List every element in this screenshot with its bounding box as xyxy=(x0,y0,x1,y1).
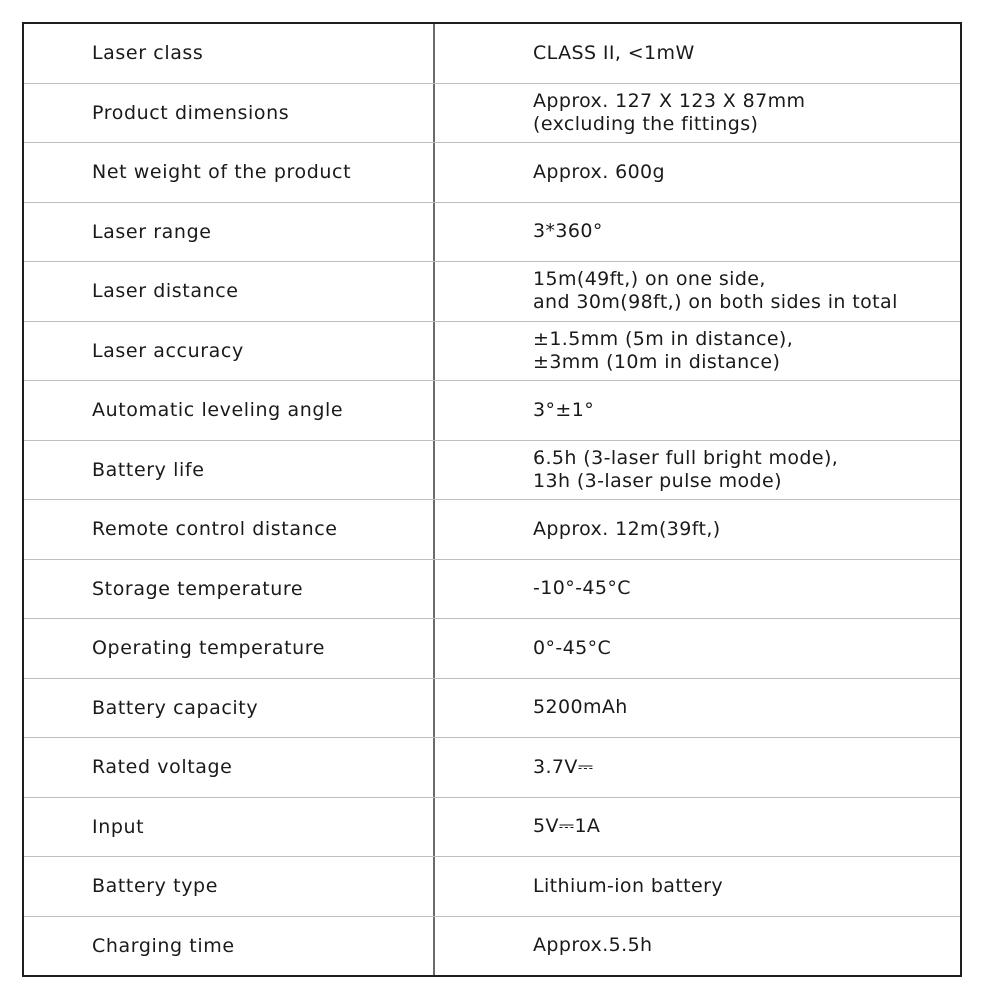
spec-value-line: 13h (3-laser pulse mode) xyxy=(533,469,782,492)
spec-value-line: 5V⎓1A xyxy=(533,815,601,838)
spec-label: Product dimensions xyxy=(24,84,435,143)
spec-label: Battery type xyxy=(24,857,435,916)
spec-row xyxy=(24,500,960,560)
spec-value xyxy=(435,441,960,500)
spec-value xyxy=(435,262,960,321)
spec-value xyxy=(435,143,960,202)
spec-value xyxy=(435,381,960,440)
spec-row xyxy=(24,679,960,739)
spec-value xyxy=(435,500,960,559)
spec-label: Net weight of the product xyxy=(24,143,435,202)
spec-value xyxy=(435,203,960,262)
spec-label: Laser range xyxy=(24,203,435,262)
spec-row xyxy=(24,203,960,263)
spec-value xyxy=(435,917,960,976)
spec-label: Battery life xyxy=(24,441,435,500)
spec-label: Laser accuracy xyxy=(24,322,435,381)
spec-row xyxy=(24,857,960,917)
spec-value xyxy=(435,679,960,738)
spec-row xyxy=(24,381,960,441)
spec-row xyxy=(24,441,960,501)
spec-value xyxy=(435,560,960,619)
spec-label: Input xyxy=(24,798,435,857)
spec-value-line: Approx. 12m(39ft,) xyxy=(533,517,721,540)
spec-label: Remote control distance xyxy=(24,500,435,559)
spec-label: Rated voltage xyxy=(24,738,435,797)
spec-value xyxy=(435,738,960,797)
spec-label: Battery capacity xyxy=(24,679,435,738)
spec-row xyxy=(24,619,960,679)
spec-value-line: Approx. 600g xyxy=(533,160,666,183)
spec-value xyxy=(435,798,960,857)
spec-table xyxy=(22,22,962,977)
spec-label: Laser distance xyxy=(24,262,435,321)
spec-value-line: Lithium-ion battery xyxy=(533,874,723,897)
spec-value-line: 3.7V⎓ xyxy=(533,755,594,778)
spec-value-line: 5200mAh xyxy=(533,696,628,719)
spec-value xyxy=(435,24,960,83)
spec-label: Operating temperature xyxy=(24,619,435,678)
spec-value-line: 3*360° xyxy=(533,220,603,243)
spec-value-line: ±3mm (10m in distance) xyxy=(533,350,781,373)
spec-value-line: 6.5h (3-laser full bright mode), xyxy=(533,446,839,469)
spec-value-line: Approx. 127 X 123 X 87mm xyxy=(533,89,806,112)
spec-row xyxy=(24,84,960,144)
spec-value-line: CLASS II, <1mW xyxy=(533,41,695,64)
spec-row xyxy=(24,24,960,84)
spec-row xyxy=(24,143,960,203)
spec-row xyxy=(24,917,960,976)
spec-value xyxy=(435,619,960,678)
spec-value-line: (excluding the fittings) xyxy=(533,112,759,135)
spec-value-line: -10°-45°C xyxy=(533,577,631,600)
spec-label: Charging time xyxy=(24,917,435,976)
spec-row xyxy=(24,798,960,858)
spec-value-line: Approx.5.5h xyxy=(533,934,653,957)
spec-row xyxy=(24,322,960,382)
spec-value-line: 0°-45°C xyxy=(533,636,612,659)
spec-row xyxy=(24,738,960,798)
spec-label: Storage temperature xyxy=(24,560,435,619)
spec-value xyxy=(435,322,960,381)
spec-value-line: ±1.5mm (5m in distance), xyxy=(533,327,794,350)
spec-label: Automatic leveling angle xyxy=(24,381,435,440)
spec-value-line: 15m(49ft,) on one side, xyxy=(533,268,766,291)
spec-row xyxy=(24,560,960,620)
spec-value xyxy=(435,857,960,916)
spec-value xyxy=(435,84,960,143)
spec-value-line: 3°±1° xyxy=(533,398,595,421)
spec-value-line: and 30m(98ft,) on both sides in total xyxy=(533,291,898,314)
spec-row xyxy=(24,262,960,322)
spec-label: Laser class xyxy=(24,24,435,83)
